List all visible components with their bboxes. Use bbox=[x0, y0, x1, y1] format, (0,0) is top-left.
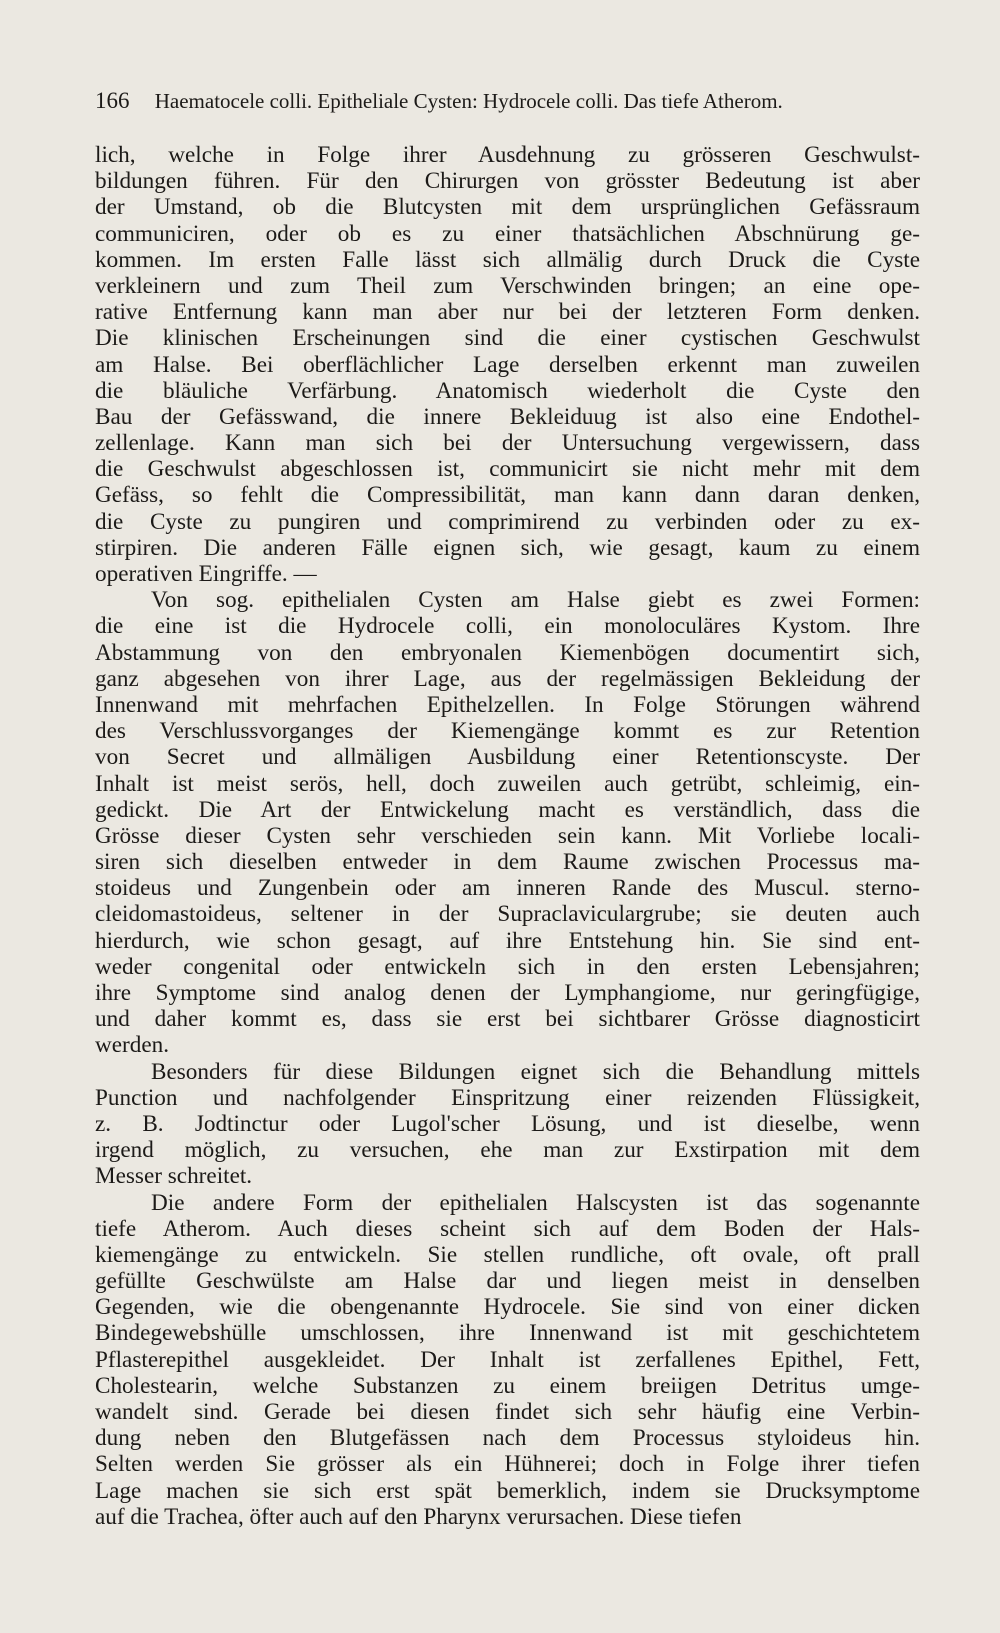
text-line: stirpiren. Die anderen Fälle eignen sich, wie gesagt, kaum zu einem bbox=[95, 534, 920, 561]
text-line: die Geschwulst abgeschlossen ist, communicirt sie nicht mehr mit dem bbox=[95, 456, 920, 483]
text-line: wandelt sind. Gerade bei diesen findet sich sehr häufig eine Verbin- bbox=[95, 1399, 920, 1425]
text-line: stoideus und Zungenbein oder am inneren Rande des Muscul. sterno- bbox=[95, 875, 920, 902]
running-header bbox=[95, 84, 915, 118]
text-line: siren sich dieselben entweder in dem Raume zwischen Processus ma- bbox=[95, 849, 920, 876]
text-line: Inhalt ist meist serös, hell, doch zuweilen auch getrübt, schleimig, ein- bbox=[95, 770, 920, 797]
text-line: auf die Trachea, öfter auch auf den Pharynx verursachen. Diese tiefen bbox=[95, 1503, 742, 1530]
text-line: Bindegewebshülle umschlossen, ihre Innenwand ist mit geschichtetem bbox=[95, 1320, 920, 1347]
text-line: hierdurch, wie schon gesagt, auf ihre Entstehung hin. Sie sind ent- bbox=[95, 927, 920, 954]
text-line: werden. bbox=[95, 1032, 170, 1059]
text-line: communiciren, oder ob es zu einer thatsächlichen Abschnürung ge- bbox=[95, 220, 920, 247]
text-line: dung neben den Blutgefässen nach dem Processus styloideus hin. bbox=[95, 1425, 920, 1452]
text-line: Von sog. epithelialen Cysten am Halse giebt es zwei Formen: bbox=[151, 587, 920, 614]
text-line: am Halse. Bei oberflächlicher Lage derselben erkennt man zuweilen bbox=[95, 351, 920, 378]
running-title: Haematocele colli. Epitheliale Cysten: Hydrocele colli. Das tiefe Atherom. bbox=[154, 89, 783, 113]
text-line: cleidomastoideus, seltener in der Supraclaviculargrube; sie deuten auch bbox=[95, 901, 920, 928]
paragraph bbox=[95, 142, 920, 587]
text-line: operativen Eingriffe. — bbox=[95, 561, 317, 587]
text-line: die Cyste zu pungiren und comprimirend zu verbinden oder zu ex- bbox=[95, 508, 920, 535]
text-line: ganz abgesehen von ihrer Lage, aus der regelmässigen Bekleidung der bbox=[95, 665, 920, 692]
paragraph bbox=[95, 587, 920, 1058]
text-line: Selten werden Sie grösser als ein Hühnerei; doch in Folge ihrer tiefen bbox=[95, 1451, 920, 1478]
text-line: die bläuliche Verfärbung. Anatomisch wiederholt die Cyste den bbox=[95, 377, 920, 404]
paragraph bbox=[95, 1059, 920, 1190]
text-line: Die klinischen Erscheinungen sind die einer cystischen Geschwulst bbox=[95, 325, 920, 352]
text-line: der Umstand, ob die Blutcysten mit dem ursprünglichen Gefässraum bbox=[95, 194, 920, 221]
text-line: Pflasterepithel ausgekleidet. Der Inhalt ist zerfallenes Epithel, Fett, bbox=[95, 1346, 920, 1373]
text-line: Gegenden, wie die obengenannte Hydrocele. Sie sind von einer dicken bbox=[95, 1294, 920, 1321]
text-line: rative Entfernung kann man aber nur bei der letzteren Form denken. bbox=[95, 299, 920, 326]
text-line: Messer schreitet. bbox=[95, 1163, 253, 1190]
text-line: weder congenital oder entwickeln sich in den ersten Lebensjahren; bbox=[95, 953, 920, 980]
text-line: von Secret und allmäligen Ausbildung einer Retentionscyste. Der bbox=[95, 744, 920, 771]
text-line: die eine ist die Hydrocele colli, ein monoloculäres Kystom. Ihre bbox=[95, 613, 920, 640]
text-line: Punction und nachfolgender Einspritzung einer reizenden Flüssigkeit, bbox=[95, 1084, 920, 1111]
text-line: kommen. Im ersten Falle lässt sich allmälig durch Druck die Cyste bbox=[95, 246, 920, 273]
text-line: bildungen führen. Für den Chirurgen von grösster Bedeutung ist aber bbox=[95, 168, 920, 195]
paragraph bbox=[95, 1190, 920, 1530]
text-line: zellenlage. Kann man sich bei der Untersuchung vergewissern, dass bbox=[95, 430, 920, 457]
text-line: Die andere Form der epithelialen Halscysten ist das sogenannte bbox=[151, 1189, 920, 1216]
text-line: Lage machen sie sich erst spät bemerklich, indem sie Drucksymptome bbox=[95, 1477, 920, 1504]
text-line: Grösse dieser Cysten sehr verschieden sein kann. Mit Vorliebe locali- bbox=[95, 822, 920, 849]
text-line: z. B. Jodtinctur oder Lugol'scher Lösung, und ist dieselbe, wenn bbox=[95, 1110, 920, 1137]
body-text bbox=[95, 142, 920, 1530]
text-line: ihre Symptome sind analog denen der Lymphangiome, nur geringfügige, bbox=[95, 980, 920, 1006]
text-line: irgend möglich, zu versuchen, ehe man zur Exstirpation mit dem bbox=[95, 1137, 920, 1164]
text-line: Abstammung von den embryonalen Kiemenbögen documentirt sich, bbox=[95, 639, 920, 666]
text-line: des Verschlussvorganges der Kiemengänge kommt es zur Retention bbox=[95, 718, 920, 745]
page-number: 166 bbox=[95, 88, 130, 113]
text-line: gefüllte Geschwülste am Halse dar und liegen meist in denselben bbox=[95, 1268, 920, 1295]
text-line: Besonders für diese Bildungen eignet sich die Behandlung mittels bbox=[151, 1058, 920, 1085]
text-line: tiefe Atherom. Auch dieses scheint sich auf dem Boden der Hals- bbox=[95, 1215, 920, 1242]
text-line: gedickt. Die Art der Entwickelung macht es verständlich, dass die bbox=[95, 796, 920, 823]
text-line: Innenwand mit mehrfachen Epithelzellen. In Folge Störungen während bbox=[95, 691, 920, 718]
text-line: Gefäss, so fehlt die Compressibilität, man kann dann daran denken, bbox=[95, 482, 920, 509]
text-line: verkleinern und zum Theil zum Verschwinden bringen; an eine ope- bbox=[95, 272, 920, 299]
text-line: und daher kommt es, dass sie erst bei sichtbarer Grösse diagnosticirt bbox=[95, 1006, 920, 1033]
text-line: Cholestearin, welche Substanzen zu einem breiigen Detritus umge- bbox=[95, 1372, 920, 1399]
text-line: kiemengänge zu entwickeln. Sie stellen rundliche, oft ovale, oft prall bbox=[95, 1241, 920, 1268]
text-line: Bau der Gefässwand, die innere Bekleiduug ist also eine Endothel- bbox=[95, 403, 920, 430]
text-line: lich, welche in Folge ihrer Ausdehnung zu grösseren Geschwulst- bbox=[95, 142, 920, 168]
